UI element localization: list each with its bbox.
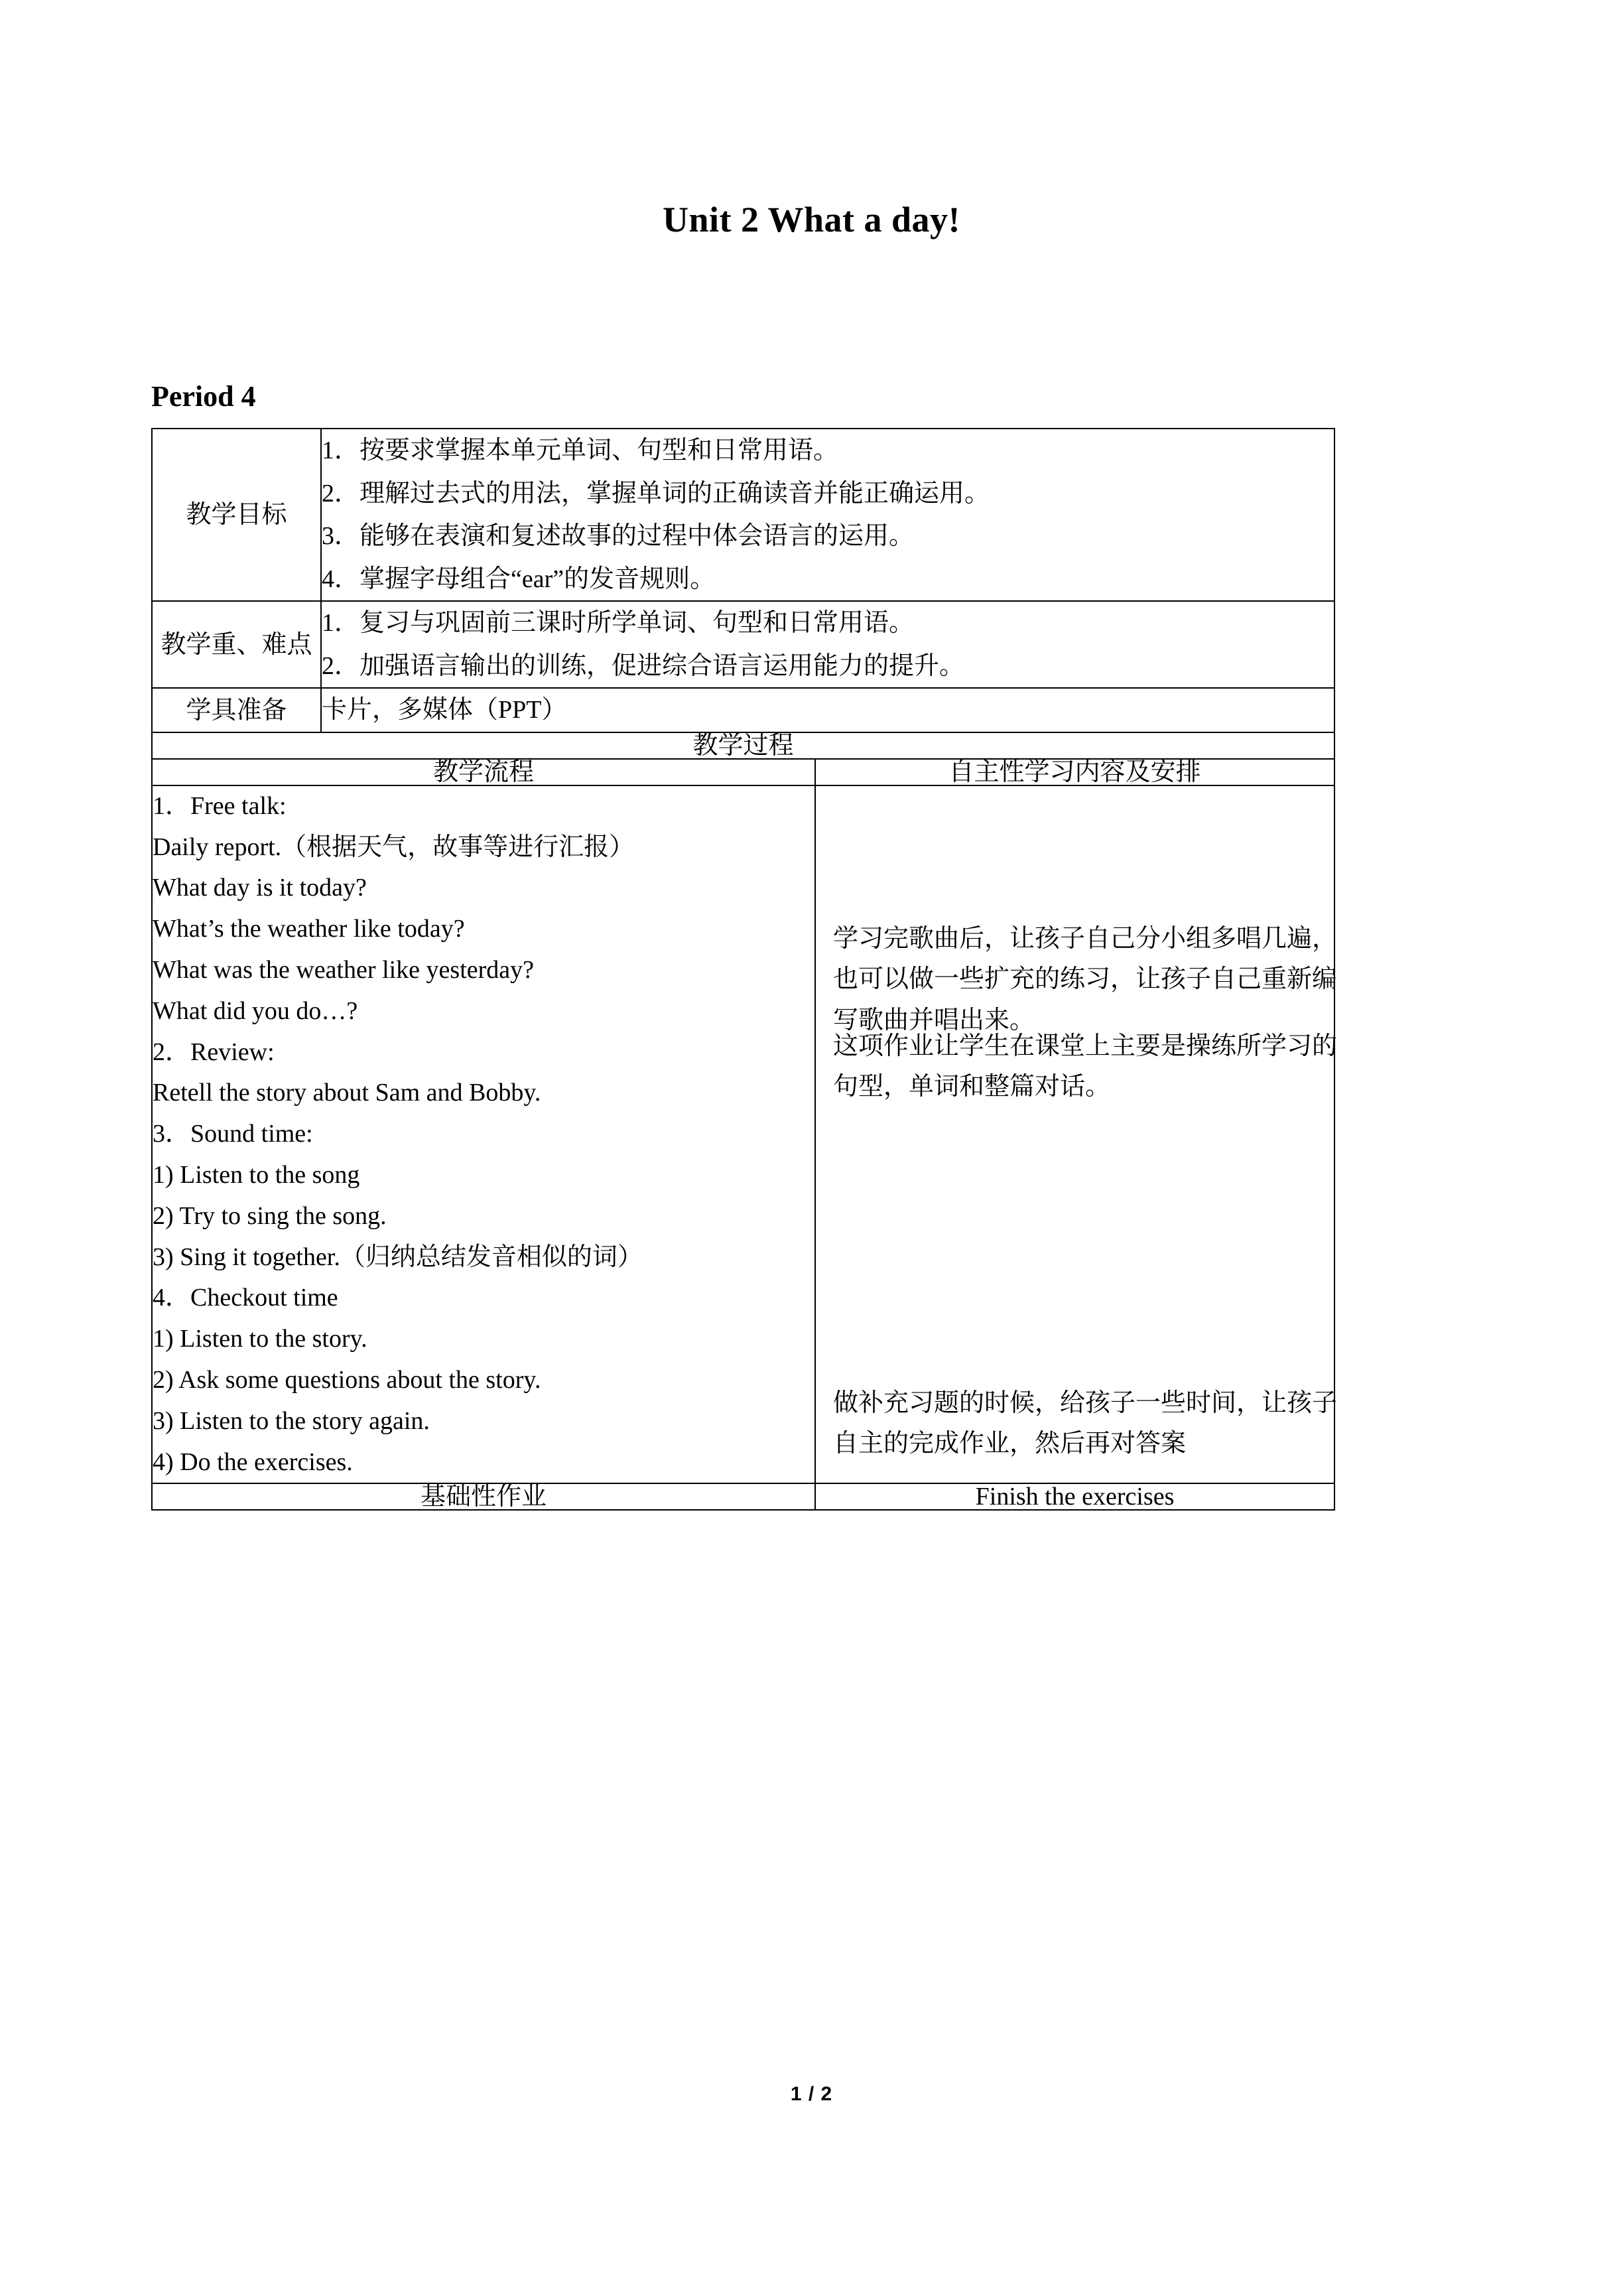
flow-item: Retell the story about Sam and Bobby. (153, 1079, 541, 1107)
flow-item: 2) Ask some questions about the story. (153, 1365, 541, 1394)
note-item: 学习完歌曲后，让孩子自己分小组多唱几遍，也可以做一些扩充的练习，让孩子自己重新编写歌曲并唱出来。 (833, 924, 1338, 1034)
table-row-process-banner (152, 732, 1334, 759)
objective-item: 2．理解过去式的用法，掌握单词的正确读音并能正确运用。 (322, 479, 990, 507)
flow-item: What day is it today? (153, 874, 367, 902)
objective-item: 3．能够在表演和复述故事的过程中体会语言的运用。 (322, 522, 915, 551)
flow-item: 3．Sound time: (153, 1120, 313, 1148)
homework-label: 基础性作业 (152, 1483, 815, 1510)
flow-item: 3) Listen to the story again. (153, 1406, 430, 1435)
teaching-process-table (151, 758, 1338, 1511)
self-study-notes-cell (815, 785, 1338, 1484)
objective-item: 4．掌握字母组合“ear”的发音规则。 (322, 565, 716, 593)
materials-cell (321, 688, 1334, 732)
column-header-flow: 教学流程 (152, 759, 815, 785)
key-points-cell (321, 601, 1334, 688)
page-number-footer: 1 / 2 (790, 2083, 833, 2105)
period-heading: Period 4 (151, 380, 256, 413)
table-row-homework (152, 1483, 1334, 1510)
flow-item: 4) Do the exercises. (153, 1448, 353, 1476)
key-point-item: 2．加强语言输出的训练，促进综合语言运用能力的提升。 (322, 651, 965, 680)
objective-item: 1．按要求掌握本单元单词、句型和日常用语。 (322, 437, 839, 464)
teaching-flow-cell (152, 785, 815, 1484)
materials-value: 卡片，多媒体（PPT） (322, 696, 567, 724)
homework-value: Finish the exercises (815, 1483, 1334, 1510)
flow-item: 2．Review: (153, 1038, 275, 1066)
flow-item: 1．Free talk: (153, 791, 287, 820)
table-row-process-body (152, 785, 1334, 1484)
table-row-key-points (152, 601, 1334, 688)
table-row-objectives (152, 429, 1334, 601)
flow-item: What’s the weather like today? (153, 915, 465, 943)
flow-item: 2) Try to sing the song. (153, 1201, 387, 1230)
key-points-label: 教学重、难点 (152, 601, 321, 688)
note-item: 这项作业让学生在课堂上主要是操练所学习的句型，单词和整篇对话。 (833, 1032, 1338, 1101)
objectives-label: 教学目标 (152, 429, 321, 601)
table-row-materials (152, 688, 1334, 732)
flow-item: 4．Checkout time (153, 1284, 338, 1312)
objectives-cell (321, 429, 1334, 601)
lesson-plan-table (151, 428, 1335, 760)
note-item: 做补充习题的时候，给孩子一些时间，让孩子自主的完成作业，然后再对答案 (833, 1388, 1338, 1458)
column-header-notes: 自主性学习内容及安排 (815, 759, 1334, 785)
flow-item: Daily report.（根据天气，故事等进行汇报） (153, 833, 635, 861)
flow-item: What did you do…? (153, 996, 358, 1025)
materials-label: 学具准备 (152, 688, 321, 732)
flow-item: 1) Listen to the song (153, 1161, 360, 1189)
page-title: Unit 2 What a day! (662, 200, 961, 239)
flow-item: 1) Listen to the story. (153, 1325, 367, 1353)
flow-item: What was the weather like yesterday? (153, 956, 535, 984)
key-point-item: 1．复习与巩固前三课时所学单词、句型和日常用语。 (322, 609, 915, 638)
table-row-column-headers (152, 759, 1334, 785)
flow-item: 3) Sing it together.（归纳总结发音相似的词） (153, 1243, 643, 1271)
process-banner: 教学过程 (152, 732, 1334, 759)
